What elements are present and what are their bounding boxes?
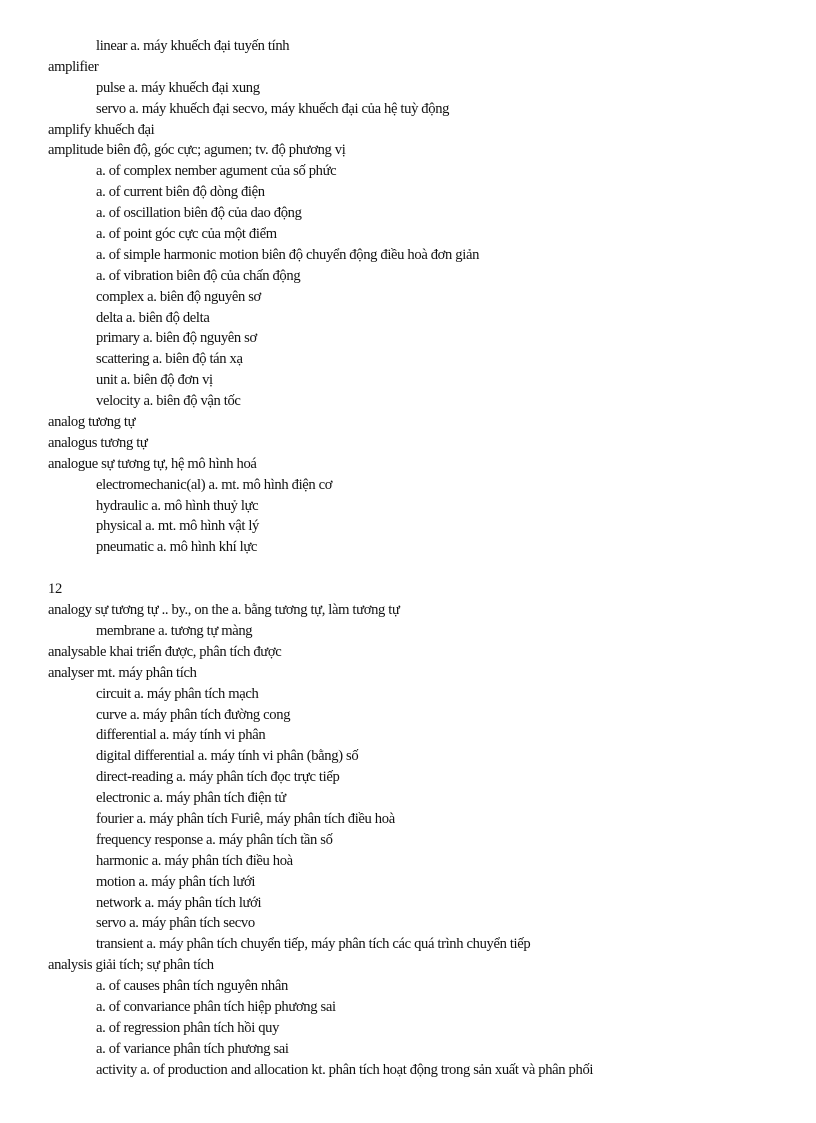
dictionary-subentry: primary a. biên độ nguyên sơ	[96, 330, 257, 347]
dictionary-subentry: differential a. máy tính vi phân	[96, 727, 266, 744]
dictionary-subentry: curve a. máy phân tích đường cong	[96, 706, 291, 723]
dictionary-subentry: scattering a. biên độ tán xạ	[96, 351, 243, 368]
dictionary-subentry: a. of regression phân tích hồi quy	[96, 1019, 280, 1036]
dictionary-subentry: frequency response a. máy phân tích tần số	[96, 831, 333, 848]
dictionary-subentry: a. of point góc cực của một điểm	[96, 226, 277, 243]
entries-section-1	[0, 36, 816, 558]
dictionary-headword-entry: amplifier	[48, 58, 99, 75]
dictionary-subentry: a. of vibration biên độ của chấn động	[96, 267, 301, 284]
dictionary-subentry: harmonic a. máy phân tích điều hoà	[96, 852, 293, 869]
dictionary-subentry: a. of oscillation biên độ của dao động	[96, 205, 302, 222]
dictionary-subentry: direct-reading a. máy phân tích đọc trực tiếp	[96, 769, 340, 786]
dictionary-subentry: servo a. máy phân tích secvo	[96, 915, 255, 932]
dictionary-subentry: linear a. máy khuếch đại tuyến tính	[96, 38, 290, 54]
dictionary-subentry: electromechanic(al) a. mt. mô hình điện cơ	[96, 476, 333, 493]
dictionary-subentry: circuit a. máy phân tích mạch	[96, 685, 259, 702]
dictionary-subentry: fourier a. máy phân tích Furiê, máy phân tích điều hoà	[96, 810, 395, 827]
dictionary-subentry: transient a. máy phân tích chuyển tiếp, máy phân tích các quá trình chuyển tiếp	[96, 936, 531, 953]
dictionary-subentry: a. of variance phân tích phương sai	[96, 1040, 289, 1057]
dictionary-subentry: electronic a. máy phân tích điện tử	[96, 790, 286, 807]
dictionary-subentry: a. of convariance phân tích hiệp phương sai	[96, 998, 336, 1015]
dictionary-subentry: velocity a. biên độ vận tốc	[96, 393, 241, 410]
dictionary-subentry: network a. máy phân tích lưới	[96, 894, 262, 911]
dictionary-subentry: a. of current biên độ dòng điện	[96, 184, 265, 201]
dictionary-subentry: pulse a. máy khuếch đại xung	[96, 79, 260, 96]
dictionary-subentry: physical a. mt. mô hình vật lý	[96, 518, 259, 535]
dictionary-subentry: unit a. biên độ đơn vị	[96, 372, 213, 389]
dictionary-subentry: membrane a. tương tự màng	[96, 622, 253, 639]
dictionary-headword-entry: amplitude biên độ, góc cực; agumen; tv. độ phương vị	[48, 142, 346, 159]
dictionary-headword-entry: analyser mt. máy phân tích	[48, 664, 197, 681]
entries-section-2	[0, 600, 816, 1080]
page-number: 12	[48, 581, 62, 598]
dictionary-subentry: hydraulic a. mô hình thuỷ lực	[96, 497, 259, 514]
dictionary-headword-entry: analogus tương tự	[48, 434, 148, 451]
dictionary-subentry: activity a. of production and allocation kt. phân tích hoạt động trong sản xuất và phân phối	[96, 1061, 594, 1078]
dictionary-subentry: digital differential a. máy tính vi phân (bằng) số	[96, 748, 359, 765]
dictionary-subentry: a. of simple harmonic motion biên độ chuyển động điều hoà đơn giản	[96, 246, 480, 263]
dictionary-headword-entry: analog tương tự	[48, 414, 136, 431]
blank-line	[0, 558, 816, 579]
dictionary-subentry: motion a. máy phân tích lưới	[96, 873, 256, 890]
dictionary-headword-entry: amplify khuếch đại	[48, 121, 155, 138]
dictionary-headword-entry: analogue sự tương tự, hệ mô hình hoá	[48, 455, 257, 472]
dictionary-subentry: delta a. biên độ delta	[96, 309, 210, 326]
dictionary-page	[0, 36, 816, 1081]
dictionary-headword-entry: analogy sự tương tự .. by., on the a. bằng tương tự, làm tương tự	[48, 602, 400, 619]
dictionary-headword-entry: analysis giải tích; sự phân tích	[48, 957, 214, 974]
dictionary-subentry: servo a. máy khuếch đại secvo, máy khuếch đại của hệ tuỳ động	[96, 100, 450, 117]
dictionary-subentry: pneumatic a. mô hình khí lực	[96, 539, 258, 556]
dictionary-subentry: complex a. biên độ nguyên sơ	[96, 288, 261, 305]
dictionary-subentry: a. of causes phân tích nguyên nhân	[96, 978, 288, 995]
dictionary-subentry: a. of complex nember agument của số phức	[96, 163, 337, 180]
dictionary-headword-entry: analysable khai triển được, phân tích được	[48, 643, 282, 660]
